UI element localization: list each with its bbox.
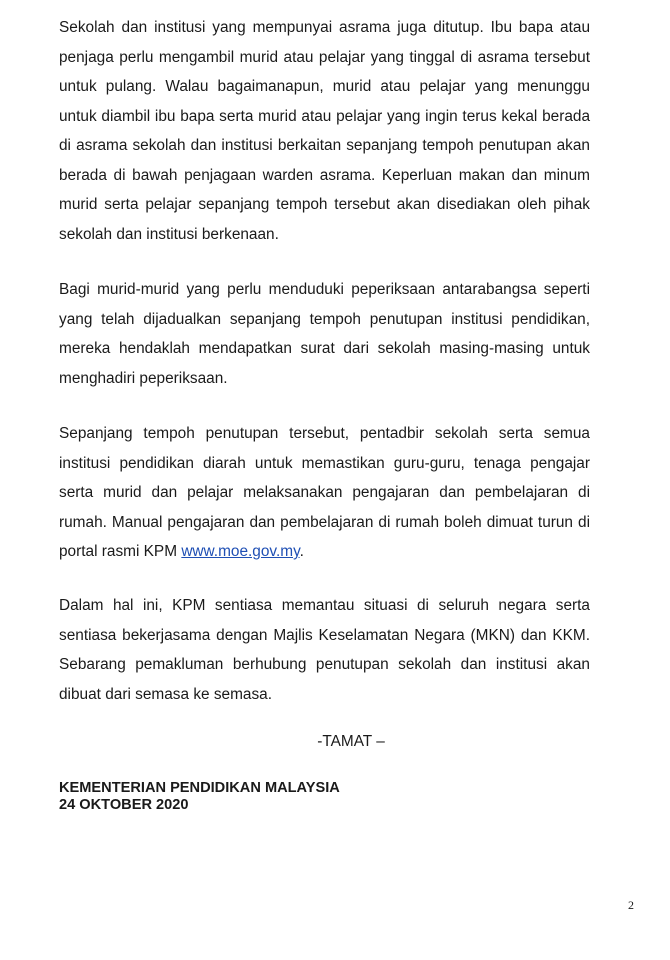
paragraph-hostel-closure <box>59 13 590 249</box>
page-number: 2 <box>628 898 634 912</box>
paragraph-monitoring <box>59 591 590 709</box>
paragraph-home-learning <box>59 419 590 567</box>
paragraph-text-after-link: . <box>299 543 304 560</box>
paragraph-text-before-link: Sepanjang tempoh penutupan tersebut, pentadbir sekolah serta semua institusi pendidikan diarah untuk memastikan guru-guru, tenaga pengajar serta murid dan pelajar melaksanakan pengajaran dan pembelajaran di rumah. Manual pengajaran dan pembelajaran di rumah boleh dimuat turun di portal rasmi KPM <box>59 425 590 560</box>
paragraph-text <box>59 419 590 567</box>
signoff-block <box>59 780 340 814</box>
paragraph-text: Sekolah dan institusi yang mempunyai asrama juga ditutup. Ibu bapa atau penjaga perlu mengambil murid atau pelajar yang tinggal di asrama tersebut untuk pulang. Walau bagaimanapun, murid atau pelajar yang menunggu untuk diambil ibu bapa serta murid atau pelajar yang ingin terus kekal berada di asrama sekolah dan institusi berkaitan sepanjang tempoh penutupan akan berada di bawah penjagaan warden asrama. Keperluan makan dan minum murid serta pelajar sepanjang tempoh tersebut akan disediakan oleh pihak sekolah dan institusi berkenaan. <box>59 19 590 243</box>
signoff-date: 24 OKTOBER 2020 <box>59 797 189 813</box>
moe-portal-link[interactable]: www.moe.gov.my <box>181 543 300 560</box>
signoff-organization: KEMENTERIAN PENDIDIKAN MALAYSIA <box>59 780 340 796</box>
end-marker: -TAMAT – <box>317 733 385 750</box>
paragraph-international-exams <box>59 275 590 393</box>
paragraph-text: Dalam hal ini, KPM sentiasa memantau situasi di seluruh negara serta sentiasa bekerjasama dengan Majlis Keselamatan Negara (MKN) dan KKM. Sebarang pemakluman berhubung penutupan sekolah dan institusi akan dibuat dari semasa ke semasa. <box>59 597 590 703</box>
paragraph-text: Bagi murid-murid yang perlu menduduki peperiksaan antarabangsa seperti yang telah dijadualkan sepanjang tempoh penutupan institusi pendidikan, mereka hendaklah mendapatkan surat dari sekolah masing-masing untuk menghadiri peperiksaan. <box>59 281 590 387</box>
